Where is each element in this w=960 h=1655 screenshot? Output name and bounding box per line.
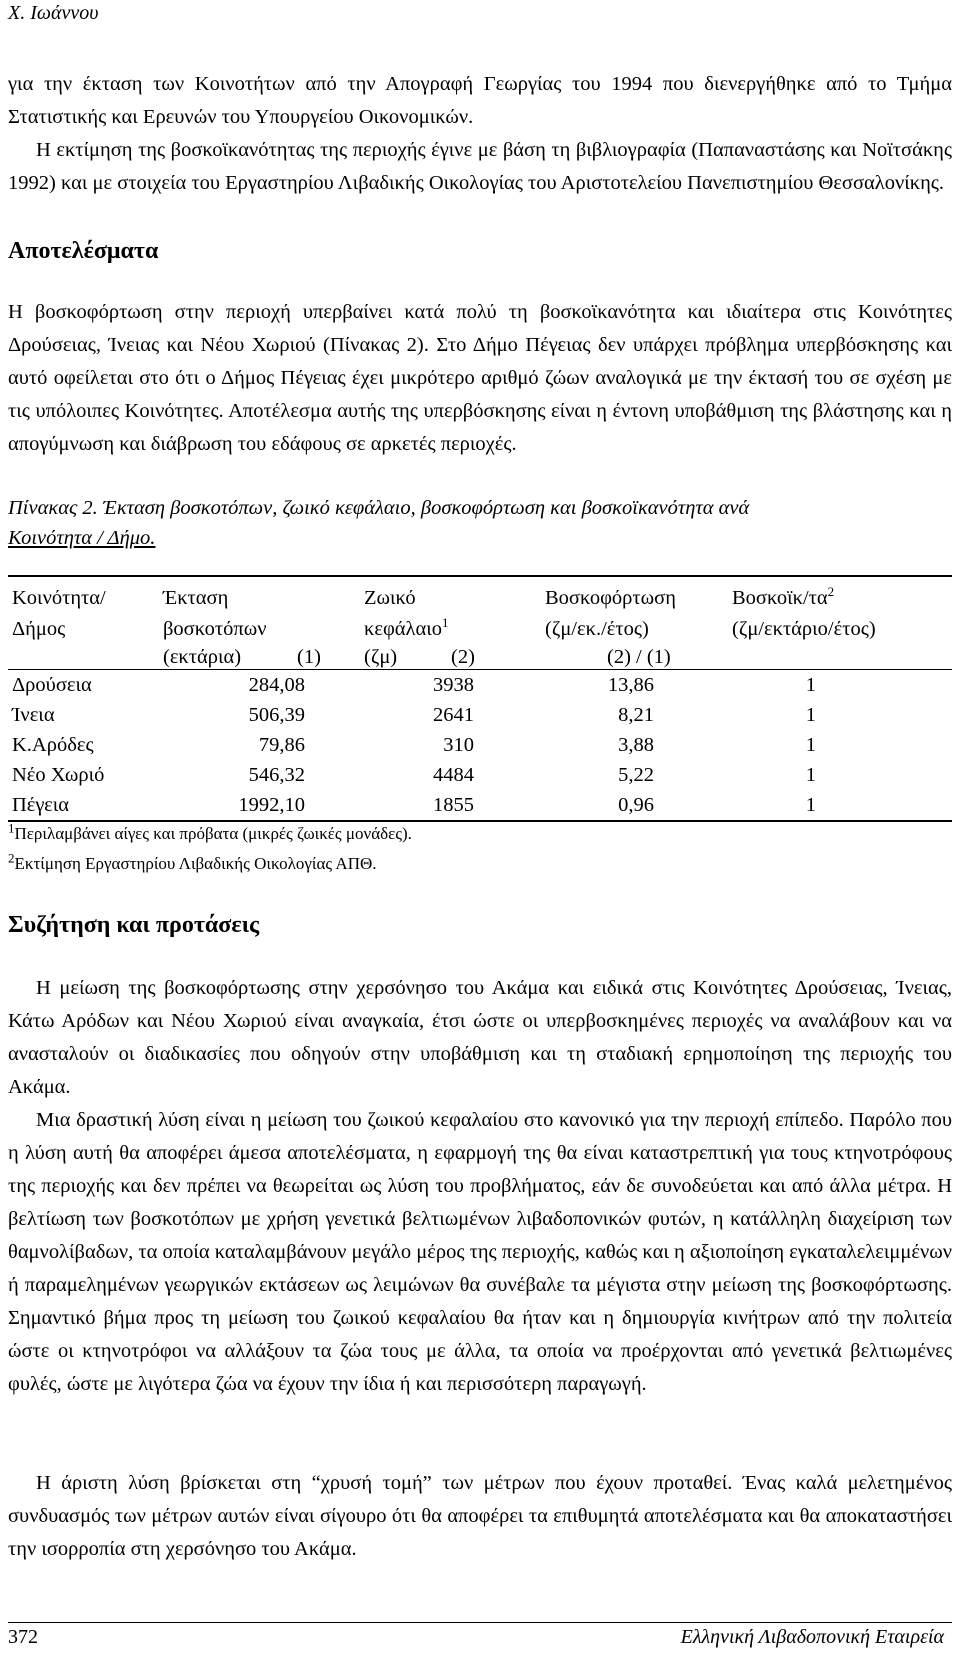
cell-area: 1992,10 <box>238 794 305 816</box>
livestock-footnote-mark: 1 <box>441 615 449 631</box>
table-caption-line-1: Πίνακας 2. Έκταση βοσκοτόπων, ζωικό κεφάλαιο, βοσκοφόρτωση και βοσκοϊκανότητα ανά <box>8 497 750 519</box>
header-col-livestock: Ζωικό κεφάλαιο$^1$ <box>364 587 449 640</box>
cell-community: Ίνεια <box>12 704 55 726</box>
table-row <box>8 760 952 790</box>
cell-community: Νέο Χωριό <box>12 764 105 786</box>
running-header-author: Χ. Ιωάννου <box>8 2 99 24</box>
cell-livestock: 4484 <box>433 764 474 786</box>
table-footnote-1: $^1$Περιλαμβάνει αίγες και πρόβατα (μικρές ζωικές μονάδες). <box>8 820 412 843</box>
results-heading: Αποτελέσματα <box>8 238 159 264</box>
table-row <box>8 730 952 760</box>
page-number: 372 <box>8 1626 38 1648</box>
discussion-heading: Συζήτηση και προτάσεις <box>8 912 260 938</box>
table-caption <box>8 493 952 553</box>
cell-load: 8,21 <box>618 704 654 726</box>
header-col-livestock-index: (2) <box>451 646 475 668</box>
intro-paragraph-2: Η εκτίμηση της βοσκοϊκανότητας της περιοχής έγινε με βάση τη βιβλιογραφία (Παπαναστάσης και Νοϊτσάκης 1992) και με στοιχεία του Εργαστηρίου Λιβαδικής Οικολογίας του Αριστοτελείου Πανεπιστημίου Θεσσαλονίκης. <box>8 139 952 194</box>
cell-load: 0,96 <box>618 794 654 816</box>
table-row <box>8 700 952 730</box>
cell-livestock: 3938 <box>433 674 474 696</box>
header-col-capacity: Βοσκοϊκ/$\tau\alpha^2$ (ζμ/εκτάριο/έτος) <box>732 584 876 640</box>
cell-load: 13,86 <box>607 674 654 696</box>
cell-livestock: 1855 <box>433 794 474 816</box>
cell-load: 3,88 <box>618 734 654 756</box>
discussion-paragraph-3: Η άριστη λύση βρίσκεται στη “χρυσή τομή” των μέτρων που έχουν προταθεί. Ένας καλά μελετημένος συνδυασμός των μέτρων αυτών είναι σίγουρο ότι θα αποφέρει τα επιθυμητά αποτελέσματα και θα αποκαταστήσει την ισορροπία στη χερσόνησο του Ακάμα. <box>8 1472 952 1560</box>
cell-area: 284,08 <box>248 674 305 696</box>
table-header <box>8 577 952 669</box>
cell-capacity: 1 <box>805 704 816 726</box>
cell-community: Κ.Αρόδες <box>12 734 94 756</box>
cell-capacity: 1 <box>805 794 816 816</box>
footer-rule <box>8 1622 952 1623</box>
cell-livestock: 2641 <box>433 704 474 726</box>
discussion-paragraph-2: Μια δραστική λύση είναι η μείωση του ζωικού κεφαλαίου στο κανονικό για την περιοχή επίπεδο. Παρόλο που η λύση αυτή θα αποφέρει άμεσα αποτελέσματα, η εφαρμογή της θα είναι καταστρεπτική για τους κτηνοτρόφους της περιοχής και δεν πρέπει να θεωρείται ως λύση του προβλήματος, εάν δε συνοδεύεται και από άλλα μέτρα. Η βελτίωση των βοσκοτόπων με χρήση γενετικά βελτιωμένων λιβαδοπονικών φυτών, η κατάλληλη διαχείριση των θαμνολίβαδων, τα οποία καταλαμβάνουν μεγάλο μέρος της περιοχής, καθώς και η αξιοποίηση εγκαταλελειμμένων ή παραμελημένων γεωργικών εκτάσεων ως λειμώνων θα συνέβαλε τα μέγιστα στην μείωση της βοσκοφόρτωσης. Σημαντικό βήμα προς τη μείωση του ζωικού κεφαλαίου θα ήταν και η δημιουργία κινήτρων από την πολιτεία ώστε οι κτηνοτρόφοι να αλλάξουν τα ζώα τους με άλλα, τα οποία να προέρχονται από γενετικά βελτιωμένες φυλές, ώστε με λιγότερα ζώα να έχουν την ίδια ή και περισσότερη παραγωγή. <box>8 1109 952 1395</box>
publisher-name: Ελληνική Λιβαδοπονική Εταιρεία <box>680 1626 944 1648</box>
header-col-area: Έκταση βοσκοτόπων <box>163 587 267 640</box>
header-col-load-formula: (2) / (1) <box>607 646 671 668</box>
cell-capacity: 1 <box>805 764 816 786</box>
cell-capacity: 1 <box>805 674 816 696</box>
cell-livestock: 310 <box>443 734 474 756</box>
cell-community: Πέγεια <box>12 794 69 816</box>
header-col-load: Βοσκοφόρτωση (ζμ/εκ./έτος) <box>545 587 676 640</box>
cell-area: 506,39 <box>248 704 305 726</box>
table-row <box>8 790 952 820</box>
data-table <box>8 575 952 822</box>
cell-area: 546,32 <box>248 764 305 786</box>
table-row <box>8 670 952 700</box>
header-col-community: Κοινότητα/ Δήμος <box>12 587 106 640</box>
cell-area: 79,86 <box>258 734 305 756</box>
table-caption-line-2: Κοινότητα / Δήμο. <box>8 527 156 549</box>
header-col-area-index: (1) <box>297 646 321 668</box>
discussion-paragraph-1: Η μείωση της βοσκοφόρτωσης στην χερσόνησο του Ακάμα και ειδικά στις Κοινότητες Δρούσειας, Ίνειας, Κάτω Αρόδων και Νέου Χωριού είναι αναγκαία, έτσι ώστε οι υπερβοσκημένες περιοχές να αναλάβουν και να ανασταλούν οι διαδικασίες που οδηγούν στην υποβάθμιση και τη σταδιακή ερημοποίηση της περιοχής του Ακάμα. <box>8 977 952 1098</box>
cell-community: Δρούσεια <box>12 674 92 696</box>
capacity-footnote-mark: 2 <box>827 584 835 600</box>
cell-capacity: 1 <box>805 734 816 756</box>
table-footnote-2: $^2$Εκτίμηση Εργαστηρίου Λιβαδικής Οικολογίας ΑΠΘ. <box>8 850 377 873</box>
intro-paragraph-1: για την έκταση των Κοινοτήτων από την Απογραφή Γεωργίας του 1994 που διενεργήθηκε από το Τμήμα Στατιστικής και Ερευνών του Υπουργείου Οικονομικών. <box>8 73 952 128</box>
header-col-area-unit: (εκτάρια) <box>163 646 242 668</box>
results-paragraph: Η βοσκοφόρτωση στην περιοχή υπερβαίνει κατά πολύ τη βοσκοϊκανότητα και ιδιαίτερα στις Κοινότητες Δρούσειας, Ίνειας και Νέου Χωριού (Πίνακας 2). Στο Δήμο Πέγειας δεν υπάρχει πρόβλημα υπερβόσκησης και αυτό οφείλεται στο ότι ο Δήμος Πέγειας έχει μικρότερο αριθμό ζώων αναλογικά με την έκτασή του σε σχέση με τις υπόλοιπες Κοινότητες. Αποτέλεσμα αυτής της υπερβόσκησης είναι η έντονη υποβάθμιση της βλάστησης και η απογύμνωση και διάβρωση του εδάφους σε αρκετές περιοχές. <box>8 301 952 455</box>
cell-load: 5,22 <box>618 764 654 786</box>
header-col-livestock-unit: (ζμ) <box>364 646 398 668</box>
